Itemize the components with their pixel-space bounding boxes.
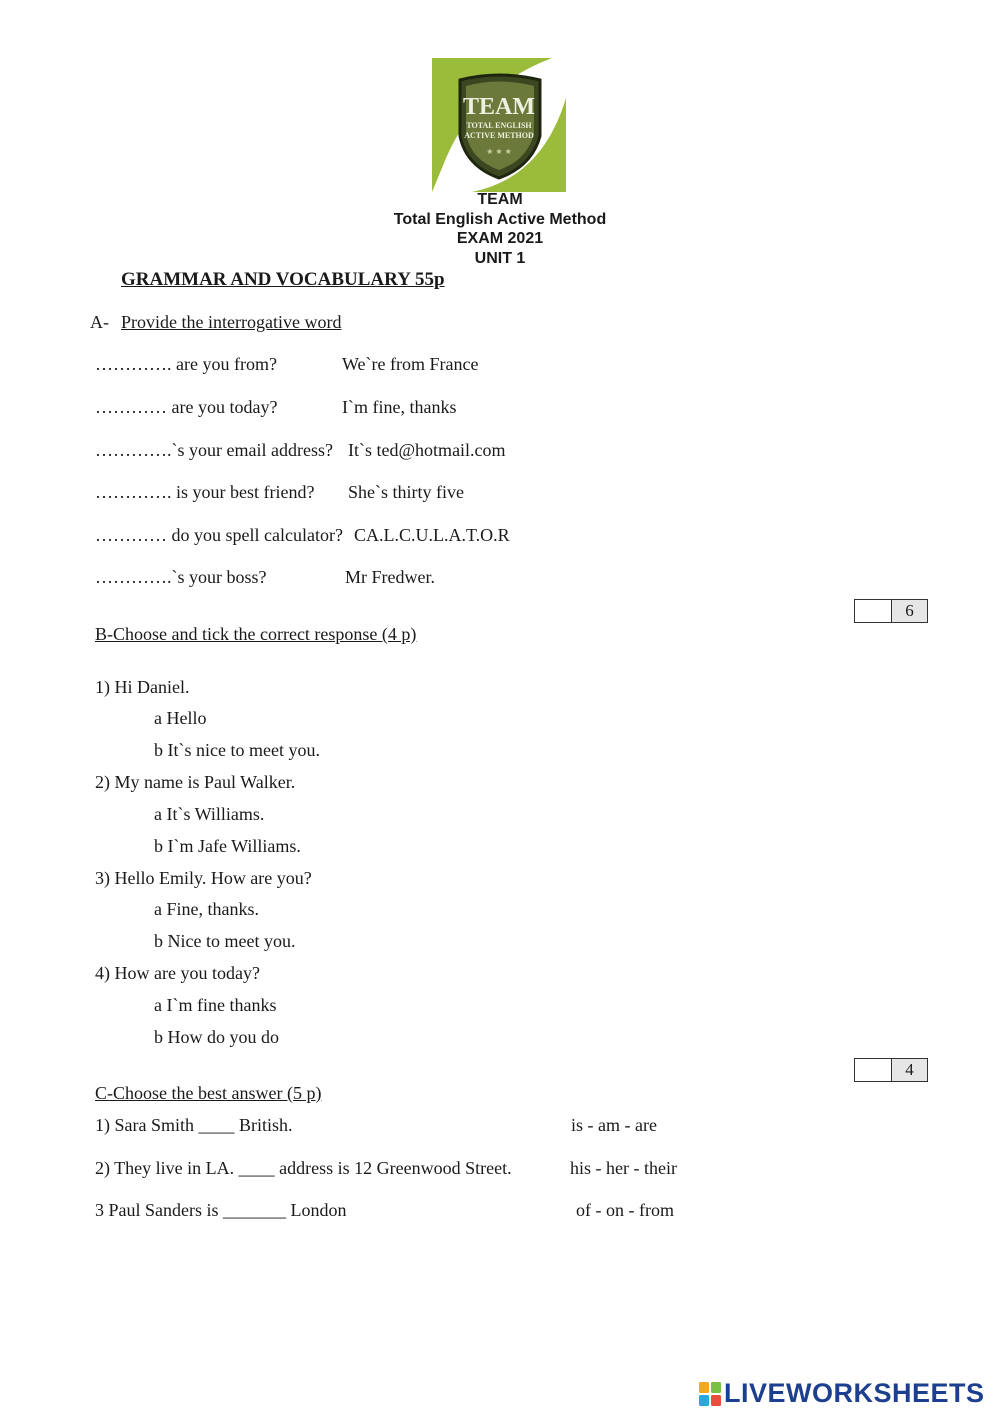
- logo-sub-text-1: TOTAL ENGLISH: [466, 121, 532, 130]
- section-a-answer-5: CA.L.C.U.L.A.T.O.R: [354, 525, 510, 545]
- section-a-question-1: …………. are you from?: [95, 354, 277, 374]
- section-a-question-6: ………….`s your boss?: [95, 567, 267, 587]
- section-a-answer-4: She`s thirty five: [348, 482, 464, 502]
- liveworksheets-brand-text: LIVEWORKSHEETS: [724, 1378, 985, 1408]
- section-b-prompt-4: 4) How are you today?: [95, 963, 260, 983]
- header-exam: EXAM 2021: [456, 230, 544, 247]
- section-c-sentence-1: 1) Sara Smith ____ British.: [95, 1115, 293, 1135]
- logo-main-text: TEAM: [463, 94, 535, 120]
- section-c-heading: C-Choose the best answer (5 p): [95, 1083, 322, 1103]
- section-a-score-box: [854, 599, 928, 623]
- section-a-answer-3: It`s ted@hotmail.com: [348, 440, 506, 460]
- score-blank-cell[interactable]: [855, 600, 892, 622]
- header-title: TEAM: [477, 191, 523, 208]
- section-b-heading: B-Choose and tick the correct response (4 p): [95, 624, 417, 644]
- section-c-sentence-2: 2) They live in LA. ____ address is 12 Greenwood Street.: [95, 1158, 512, 1178]
- section-b-prompt-3: 3) Hello Emily. How are you?: [95, 868, 312, 888]
- section-a-question-3: ………….`s your email address?: [95, 440, 333, 460]
- section-a-answer-2: I`m fine, thanks: [342, 397, 457, 417]
- section-b-option-3b[interactable]: b Nice to meet you.: [154, 931, 296, 951]
- header-subtitle: Total English Active Method: [393, 211, 607, 228]
- section-b-option-4a[interactable]: a I`m fine thanks: [154, 995, 277, 1015]
- section-main-heading: GRAMMAR AND VOCABULARY 55p: [121, 269, 445, 290]
- section-a-question-5: ………… do you spell calculator?: [95, 525, 343, 545]
- section-b-option-2a[interactable]: a It`s Williams.: [154, 804, 265, 824]
- logo-sub-text-2: ACTIVE METHOD: [464, 131, 534, 140]
- section-b-option-1b[interactable]: b It`s nice to meet you.: [154, 740, 320, 760]
- liveworksheets-logo-icon: [698, 1381, 722, 1407]
- section-c-options-3[interactable]: of - on - from: [576, 1200, 674, 1220]
- section-c-options-2[interactable]: his - her - their: [570, 1158, 677, 1178]
- header-unit: UNIT 1: [474, 250, 526, 267]
- section-a-question-4: …………. is your best friend?: [95, 482, 315, 502]
- section-a-answer-1: We`re from France: [342, 354, 479, 374]
- team-shield-icon: [432, 58, 566, 192]
- section-a-question-2: ………… are you today?: [95, 397, 278, 417]
- section-c-options-1[interactable]: is - am - are: [571, 1115, 657, 1135]
- section-c-sentence-3: 3 Paul Sanders is _______ London: [95, 1200, 347, 1220]
- section-a-heading: Provide the interrogative word: [121, 312, 342, 332]
- section-b-prompt-1: 1) Hi Daniel.: [95, 677, 190, 697]
- section-a-score-value: 6: [892, 600, 927, 622]
- section-b-option-4b[interactable]: b How do you do: [154, 1027, 279, 1047]
- section-b-option-3a[interactable]: a Fine, thanks.: [154, 899, 259, 919]
- liveworksheets-brand: [698, 1378, 985, 1409]
- section-a-prefix: A-: [90, 312, 109, 332]
- svg-text:★ ★ ★: ★ ★ ★: [486, 147, 512, 156]
- section-b-option-1a[interactable]: a Hello: [154, 708, 207, 728]
- section-b-option-2b[interactable]: b I`m Jafe Williams.: [154, 836, 301, 856]
- score-blank-cell[interactable]: [855, 1059, 892, 1081]
- team-logo: [432, 58, 566, 192]
- section-b-score-value: 4: [892, 1059, 927, 1081]
- section-b-prompt-2: 2) My name is Paul Walker.: [95, 772, 296, 792]
- section-a-answer-6: Mr Fredwer.: [345, 567, 435, 587]
- section-b-score-box: [854, 1058, 928, 1082]
